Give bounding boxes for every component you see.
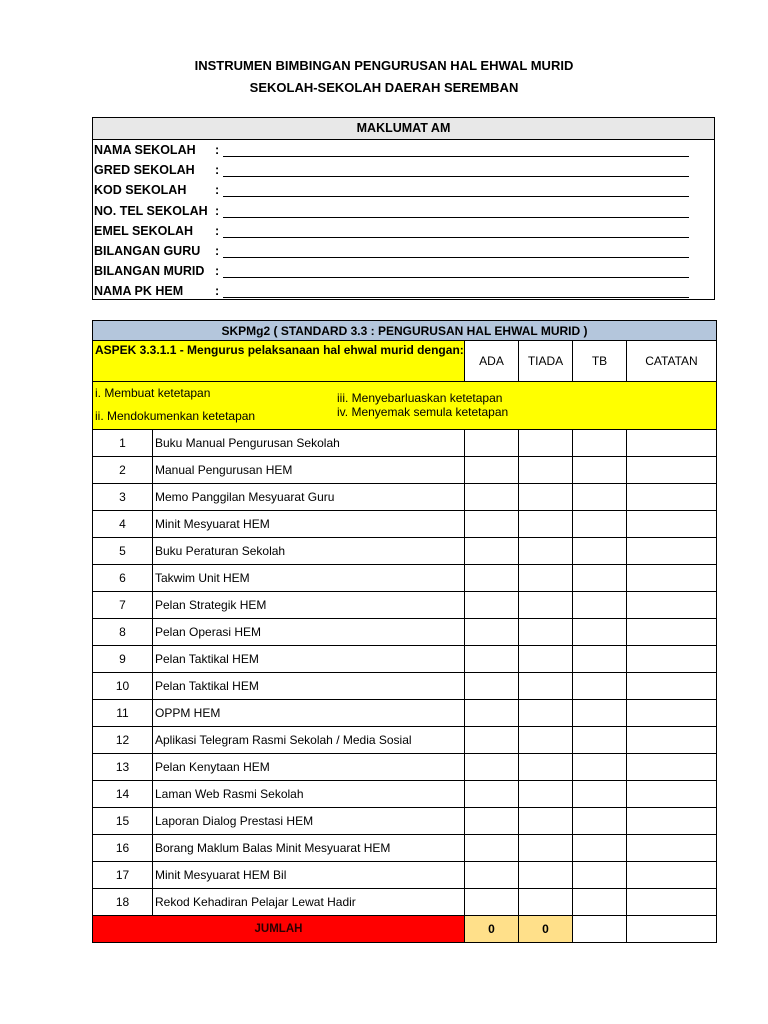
table-row — [93, 700, 717, 727]
field-colon: : — [215, 244, 220, 258]
item-number: 9 — [93, 646, 153, 673]
catatan-cell[interactable] — [627, 862, 717, 889]
item-name: Aplikasi Telegram Rasmi Sekolah / Media Sosial — [153, 727, 465, 754]
item-name: OPPM HEM — [153, 700, 465, 727]
tiada-cell[interactable] — [519, 646, 573, 673]
table-row — [93, 808, 717, 835]
column-header-ada: ADA — [465, 341, 519, 382]
table-row — [93, 484, 717, 511]
column-header-tb: TB — [573, 341, 627, 382]
tb-cell[interactable] — [573, 484, 627, 511]
total-tiada: 0 — [519, 916, 573, 943]
item-name: Laporan Dialog Prestasi HEM — [153, 808, 465, 835]
criteria-row — [93, 382, 717, 430]
skpm-heading: SKPMg2 ( STANDARD 3.3 : PENGURUSAN HAL EHWAL MURID ) — [93, 321, 717, 341]
catatan-cell[interactable] — [627, 835, 717, 862]
item-number: 17 — [93, 862, 153, 889]
criteria-iv: iv. Menyemak semula ketetapan — [337, 405, 509, 419]
field-fill-line[interactable] — [223, 176, 689, 177]
skpm-heading-row — [93, 321, 717, 341]
item-name: Borang Maklum Balas Minit Mesyuarat HEM — [153, 835, 465, 862]
table-row — [93, 619, 717, 646]
ada-cell[interactable] — [465, 619, 519, 646]
total-tb — [573, 916, 627, 943]
field-colon: : — [215, 264, 220, 279]
maklumat-am-heading: MAKLUMAT AM — [93, 118, 714, 140]
ada-cell[interactable] — [465, 646, 519, 673]
item-number: 10 — [93, 673, 153, 700]
tb-cell[interactable] — [573, 565, 627, 592]
item-name: Takwim Unit HEM — [153, 565, 465, 592]
catatan-cell[interactable] — [627, 754, 717, 781]
total-row — [93, 916, 717, 943]
tiada-cell[interactable] — [519, 754, 573, 781]
field-colon: : — [215, 223, 220, 238]
tiada-cell[interactable] — [519, 862, 573, 889]
column-header-tiada: TIADA — [519, 341, 573, 382]
ada-cell[interactable] — [465, 781, 519, 808]
tb-cell[interactable] — [573, 808, 627, 835]
tb-cell[interactable] — [573, 592, 627, 619]
item-number: 7 — [93, 592, 153, 619]
document-title: INSTRUMEN BIMBINGAN PENGURUSAN HAL EHWAL MURID — [194, 58, 574, 73]
catatan-cell[interactable] — [627, 565, 717, 592]
catatan-cell[interactable] — [627, 700, 717, 727]
tiada-cell[interactable] — [519, 781, 573, 808]
ada-cell[interactable] — [465, 700, 519, 727]
table-row — [93, 565, 717, 592]
catatan-cell[interactable] — [627, 727, 717, 754]
table-row — [93, 727, 717, 754]
table-row — [93, 511, 717, 538]
tb-cell[interactable] — [573, 700, 627, 727]
maklumat-field-row — [93, 241, 714, 261]
maklumat-field-row — [93, 180, 714, 200]
catatan-cell[interactable] — [627, 673, 717, 700]
item-name: Pelan Kenytaan HEM — [153, 754, 465, 781]
total-label: JUMLAH — [93, 916, 465, 943]
column-header-catatan: CATATAN — [627, 341, 717, 382]
table-row — [93, 889, 717, 916]
tb-cell[interactable] — [573, 646, 627, 673]
item-number: 13 — [93, 754, 153, 781]
item-name: Memo Panggilan Mesyuarat Guru — [153, 484, 465, 511]
maklumat-am-section — [92, 117, 715, 300]
ada-cell[interactable] — [465, 457, 519, 484]
ada-cell[interactable] — [465, 727, 519, 754]
item-name: Buku Manual Pengurusan Sekolah — [153, 430, 465, 457]
tb-cell[interactable] — [573, 727, 627, 754]
maklumat-field-row — [93, 201, 714, 221]
item-number: 1 — [93, 430, 153, 457]
tb-cell[interactable] — [573, 538, 627, 565]
table-row — [93, 592, 717, 619]
item-number: 12 — [93, 727, 153, 754]
field-colon: : — [215, 203, 220, 218]
table-row — [93, 673, 717, 700]
total-ada: 0 — [465, 916, 519, 943]
document-subtitle: SEKOLAH-SEKOLAH DAERAH SEREMBAN — [249, 80, 519, 95]
maklumat-field-row — [93, 281, 714, 301]
tiada-cell[interactable] — [519, 457, 573, 484]
field-label: NAMA SEKOLAH — [94, 143, 196, 157]
ada-cell[interactable] — [465, 565, 519, 592]
table-row — [93, 862, 717, 889]
table-row — [93, 430, 717, 457]
catatan-cell[interactable] — [627, 592, 717, 619]
item-number: 5 — [93, 538, 153, 565]
tb-cell[interactable] — [573, 862, 627, 889]
catatan-cell[interactable] — [627, 646, 717, 673]
aspek-label: ASPEK 3.3.1.1 - Mengurus pelaksanaan hal ehwal murid dengan: — [93, 341, 465, 382]
ada-cell[interactable] — [465, 538, 519, 565]
item-name: Rekod Kehadiran Pelajar Lewat Hadir — [153, 889, 465, 916]
item-name: Buku Peraturan Sekolah — [153, 538, 465, 565]
item-number: 3 — [93, 484, 153, 511]
field-fill-line[interactable] — [223, 237, 689, 238]
tiada-cell[interactable] — [519, 835, 573, 862]
tiada-cell[interactable] — [519, 538, 573, 565]
maklumat-field-row — [93, 160, 714, 180]
criteria-iii: iii. Menyebarluaskan ketetapan — [337, 391, 503, 405]
tb-cell[interactable] — [573, 511, 627, 538]
tb-cell[interactable] — [573, 754, 627, 781]
item-number: 11 — [93, 700, 153, 727]
table-row — [93, 646, 717, 673]
tb-cell[interactable] — [573, 835, 627, 862]
skpm-checklist-table — [92, 320, 717, 943]
ada-cell[interactable] — [465, 754, 519, 781]
table-row — [93, 781, 717, 808]
item-number: 2 — [93, 457, 153, 484]
field-fill-line[interactable] — [223, 297, 689, 298]
tiada-cell[interactable] — [519, 565, 573, 592]
tiada-cell[interactable] — [519, 727, 573, 754]
field-label: KOD SEKOLAH — [94, 183, 187, 198]
ada-cell[interactable] — [465, 592, 519, 619]
ada-cell[interactable] — [465, 835, 519, 862]
catatan-cell[interactable] — [627, 538, 717, 565]
field-colon: : — [215, 183, 220, 198]
ada-cell[interactable] — [465, 862, 519, 889]
field-fill-line[interactable] — [223, 277, 689, 278]
catatan-cell[interactable] — [627, 484, 717, 511]
tiada-cell[interactable] — [519, 700, 573, 727]
item-name: Manual Pengurusan HEM — [153, 457, 465, 484]
item-number: 15 — [93, 808, 153, 835]
field-colon: : — [215, 143, 220, 157]
table-row — [93, 538, 717, 565]
item-number: 6 — [93, 565, 153, 592]
item-number: 4 — [93, 511, 153, 538]
catatan-cell[interactable] — [627, 889, 717, 916]
tiada-cell[interactable] — [519, 430, 573, 457]
item-number: 18 — [93, 889, 153, 916]
ada-cell[interactable] — [465, 484, 519, 511]
catatan-cell[interactable] — [627, 511, 717, 538]
maklumat-field-row — [93, 261, 714, 281]
table-row — [93, 457, 717, 484]
item-name: Minit Mesyuarat HEM Bil — [153, 862, 465, 889]
total-catatan — [627, 916, 717, 943]
maklumat-field-row — [93, 221, 714, 241]
tiada-cell[interactable] — [519, 673, 573, 700]
item-name: Laman Web Rasmi Sekolah — [153, 781, 465, 808]
field-colon: : — [215, 163, 220, 178]
aspek-row — [93, 341, 717, 382]
item-name: Pelan Taktikal HEM — [153, 673, 465, 700]
tb-cell[interactable] — [573, 781, 627, 808]
catatan-cell[interactable] — [627, 430, 717, 457]
field-colon: : — [215, 284, 220, 299]
catatan-cell[interactable] — [627, 781, 717, 808]
item-number: 8 — [93, 619, 153, 646]
field-fill-line[interactable] — [223, 257, 689, 258]
tb-cell[interactable] — [573, 673, 627, 700]
criteria-cell — [93, 382, 717, 430]
ada-cell[interactable] — [465, 889, 519, 916]
ada-cell[interactable] — [465, 430, 519, 457]
maklumat-field-row — [93, 140, 714, 160]
tb-cell[interactable] — [573, 457, 627, 484]
catatan-cell[interactable] — [627, 457, 717, 484]
catatan-cell[interactable] — [627, 619, 717, 646]
tiada-cell[interactable] — [519, 889, 573, 916]
field-label: GRED SEKOLAH — [94, 163, 195, 178]
item-number: 16 — [93, 835, 153, 862]
field-label: NAMA PK HEM — [94, 284, 184, 299]
tiada-cell[interactable] — [519, 511, 573, 538]
tiada-cell[interactable] — [519, 484, 573, 511]
item-number: 14 — [93, 781, 153, 808]
tb-cell[interactable] — [573, 619, 627, 646]
tb-cell[interactable] — [573, 430, 627, 457]
field-label: BILANGAN MURID — [94, 264, 205, 279]
catatan-cell[interactable] — [627, 808, 717, 835]
field-label: NO. TEL SEKOLAH — [94, 203, 208, 218]
item-name: Pelan Taktikal HEM — [153, 646, 465, 673]
tiada-cell[interactable] — [519, 619, 573, 646]
item-name: Minit Mesyuarat HEM — [153, 511, 465, 538]
item-name: Pelan Strategik HEM — [153, 592, 465, 619]
table-row — [93, 754, 717, 781]
ada-cell[interactable] — [465, 673, 519, 700]
table-row — [93, 835, 717, 862]
criteria-i: i. Membuat ketetapan — [95, 386, 211, 400]
tiada-cell[interactable] — [519, 808, 573, 835]
tiada-cell[interactable] — [519, 592, 573, 619]
field-fill-line[interactable] — [223, 196, 689, 197]
item-name: Pelan Operasi HEM — [153, 619, 465, 646]
tb-cell[interactable] — [573, 889, 627, 916]
criteria-ii: ii. Mendokumenkan ketetapan — [95, 409, 256, 423]
field-label: BILANGAN GURU — [94, 244, 201, 258]
ada-cell[interactable] — [465, 808, 519, 835]
field-label: EMEL SEKOLAH — [94, 223, 194, 238]
field-fill-line[interactable] — [223, 156, 689, 157]
ada-cell[interactable] — [465, 511, 519, 538]
field-fill-line[interactable] — [223, 217, 689, 218]
